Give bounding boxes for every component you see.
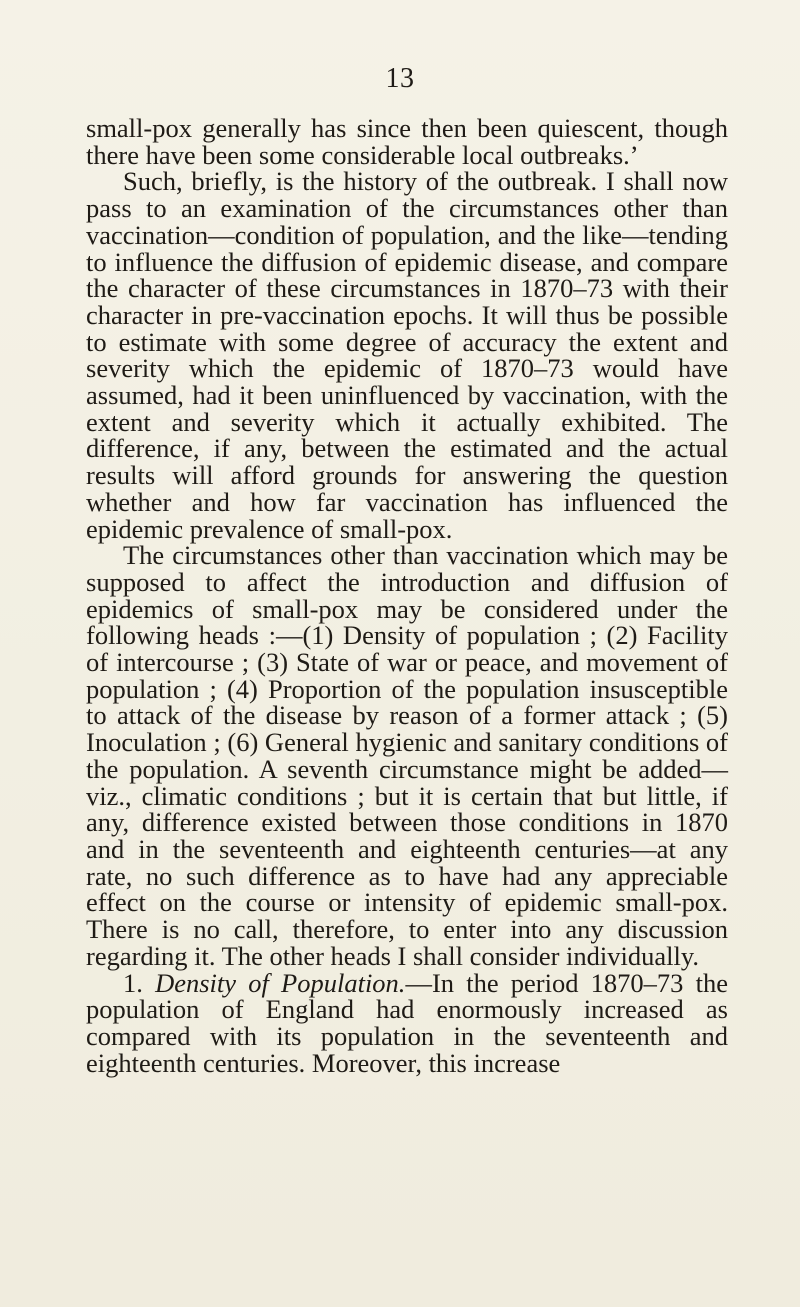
paragraph-density-of-population [86,967,728,1078]
paragraph-continuation: small-pox generally has since then been quiescent, though there have been some considerable local outbreaks.’ [86,113,728,170]
body-text [86,115,728,1076]
section-heading: Density of Population. [155,967,406,998]
page-number: 13 [385,63,415,94]
section-text: —In the period 1870–73 the population of England had enormously increased as compared with its population in the seventeenth and eighteenth centuries. Moreover, this increase [86,967,728,1078]
paragraph-circumstances: The circumstances other than vaccination which may be supposed to affect the introduction and diffusion of epidemics of small-pox may be considered under the following heads :—(1) Density of population ; (2) Facility of intercourse ; (3) State of war or peace, and movement of population ; (4) Proportion of the population insusceptible to attack of the disease by reason of a former attack ; (5) Inoculation ; (6) General hygienic and sanitary conditions of the population. A seventh circumstance might be added—viz., climatic conditions ; but it is certain that but little, if any, difference existed between those conditions in 1870 and in the seventeenth and eighteenth centuries—at any rate, no such difference as to have had any appreciable effect on the course or intensity of epidemic small-pox. There is no call, therefore, to enter into any discussion regarding it. The other heads I shall consider individually. [86,540,728,971]
section-number: 1. [123,967,143,998]
paragraph-history-summary: Such, briefly, is the history of the outbreak. I shall now pass to an examination of the circumstances other than vaccination—condition of population, and the like—tending to influence the diffusion of epidemic disease, and compare the character of these circumstances in 1870–73 with their character in pre-vaccination epochs. It will thus be possible to estimate with some degree of accuracy the extent and severity which the epidemic of 1870–73 would have assumed, had it been uninfluenced by vaccination, with the extent and severity which it actually exhibited. The difference, if any, between the estimated and the actual results will afford grounds for answering the question whether and how far vaccination has influenced the epidemic prevalence of small-pox. [86,166,728,544]
